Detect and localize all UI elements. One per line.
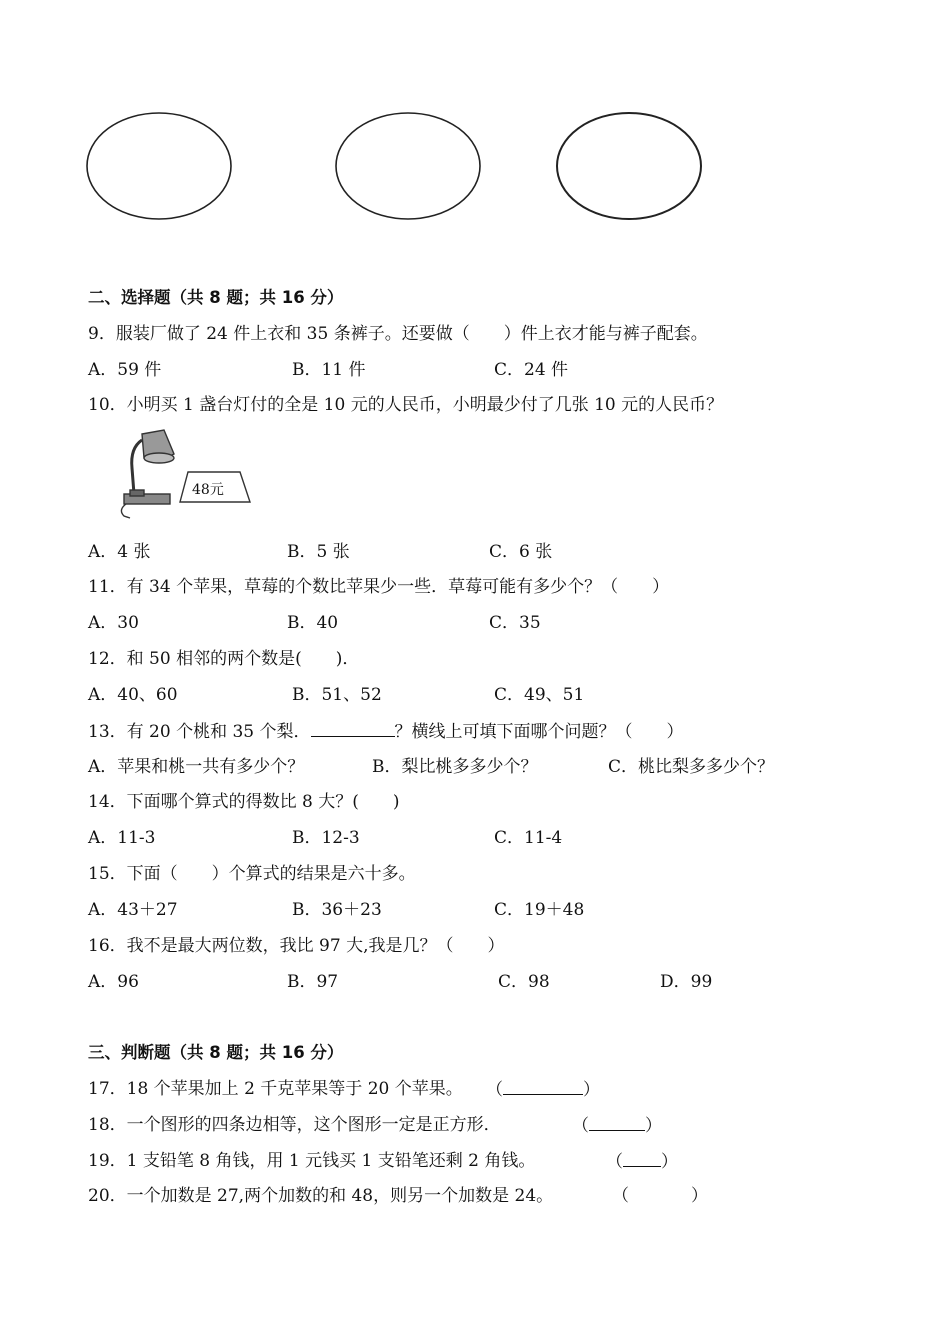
q10-stem: 10．小明买 1 盏台灯付的全是 10 元的人民币，小明最少付了几张 10 元的人民币？ bbox=[88, 395, 724, 415]
q10-option-b: B．5 张 bbox=[287, 542, 350, 562]
q20-answer-paren[interactable]: （ ） bbox=[612, 1186, 708, 1206]
q16-option-a: A．96 bbox=[88, 972, 139, 992]
oval-2 bbox=[336, 113, 480, 219]
q10-option-a: A．4 张 bbox=[88, 542, 151, 562]
q12-option-b: B．51、52 bbox=[292, 685, 382, 705]
q19-answer-paren[interactable]: （ ） bbox=[606, 1152, 678, 1172]
section3-heading: 三、判断题（共 8 题；共 16 分） bbox=[88, 1043, 344, 1062]
q15-option-a: A．43＋27 bbox=[88, 900, 178, 920]
q12-stem: 12．和 50 相邻的两个数是( )． bbox=[88, 649, 360, 669]
q17-stem: 17．18 个苹果加上 2 千克苹果等于 20 个苹果。 bbox=[88, 1079, 463, 1099]
q20-stem: 20．一个加数是 27,两个加数的和 48，则另一个加数是 24。 bbox=[88, 1186, 554, 1206]
q14-option-a: A．11-3 bbox=[88, 828, 156, 848]
q14-stem: 14．下面哪个算式的得数比 8 大？( ) bbox=[88, 792, 400, 812]
section2-heading: 二、选择题（共 8 题；共 16 分） bbox=[88, 288, 344, 307]
q15-stem: 15．下面（ ）个算式的结果是六十多。 bbox=[88, 864, 416, 884]
price-tag bbox=[180, 472, 250, 502]
q15-option-b: B．36＋23 bbox=[292, 900, 382, 920]
lamp-icon bbox=[121, 430, 174, 518]
q16-option-d: D．99 bbox=[660, 972, 713, 992]
q13-stem-part-b: ？横线上可填下面哪个问题？（ ） bbox=[394, 722, 684, 742]
q16-option-c: C．98 bbox=[498, 972, 550, 992]
q9-option-b: B．11 件 bbox=[292, 360, 366, 380]
q13-option-b: B．梨比桃多多少个？ bbox=[372, 757, 538, 777]
q19-stem: 19．1 支铅笔 8 角钱，用 1 元钱买 1 支铅笔还剩 2 角钱。 bbox=[88, 1151, 536, 1171]
q14-option-c: C．11-4 bbox=[494, 828, 563, 848]
q16-stem: 16．我不是最大两位数，我比 97 大,我是几？（ ） bbox=[88, 936, 505, 956]
q10-option-c: C．6 张 bbox=[489, 542, 553, 562]
answer-ovals bbox=[0, 0, 950, 240]
q9-option-c: C．24 件 bbox=[494, 360, 569, 380]
q14-option-b: B．12-3 bbox=[292, 828, 360, 848]
oval-1 bbox=[87, 113, 231, 219]
q17-answer-paren[interactable]: （ ） bbox=[486, 1080, 600, 1100]
price-tag-label: 48元 bbox=[192, 482, 224, 498]
q13-option-c: C．桃比梨多多少个？ bbox=[608, 757, 775, 777]
q13-stem-part-a: 13．有 20 个桃和 35 个梨． bbox=[88, 722, 311, 742]
q18-stem: 18．一个图形的四条边相等，这个图形一定是正方形． bbox=[88, 1115, 501, 1135]
q13-option-a: A．苹果和桃一共有多少个？ bbox=[88, 757, 305, 777]
q15-option-c: C．19＋48 bbox=[494, 900, 585, 920]
desk-lamp-illustration bbox=[112, 428, 252, 524]
q16-option-b: B．97 bbox=[287, 972, 339, 992]
q11-option-b: B．40 bbox=[287, 613, 339, 633]
q11-stem: 11．有 34 个苹果，草莓的个数比苹果少一些．草莓可能有多少个？（ ） bbox=[88, 577, 670, 597]
q18-answer-paren[interactable]: （ ） bbox=[572, 1116, 662, 1136]
q13-stem bbox=[88, 720, 684, 743]
q12-option-a: A．40、60 bbox=[88, 685, 178, 705]
q9-option-a: A．59 件 bbox=[88, 360, 162, 380]
q11-option-c: C．35 bbox=[489, 613, 541, 633]
q9-stem: 9．服装厂做了 24 件上衣和 35 条裤子。还要做（ ）件上衣才能与裤子配套。 bbox=[88, 324, 708, 344]
q12-option-c: C．49、51 bbox=[494, 685, 585, 705]
q11-option-a: A．30 bbox=[88, 613, 139, 633]
oval-3 bbox=[557, 113, 701, 219]
q13-blank-line bbox=[311, 720, 395, 737]
